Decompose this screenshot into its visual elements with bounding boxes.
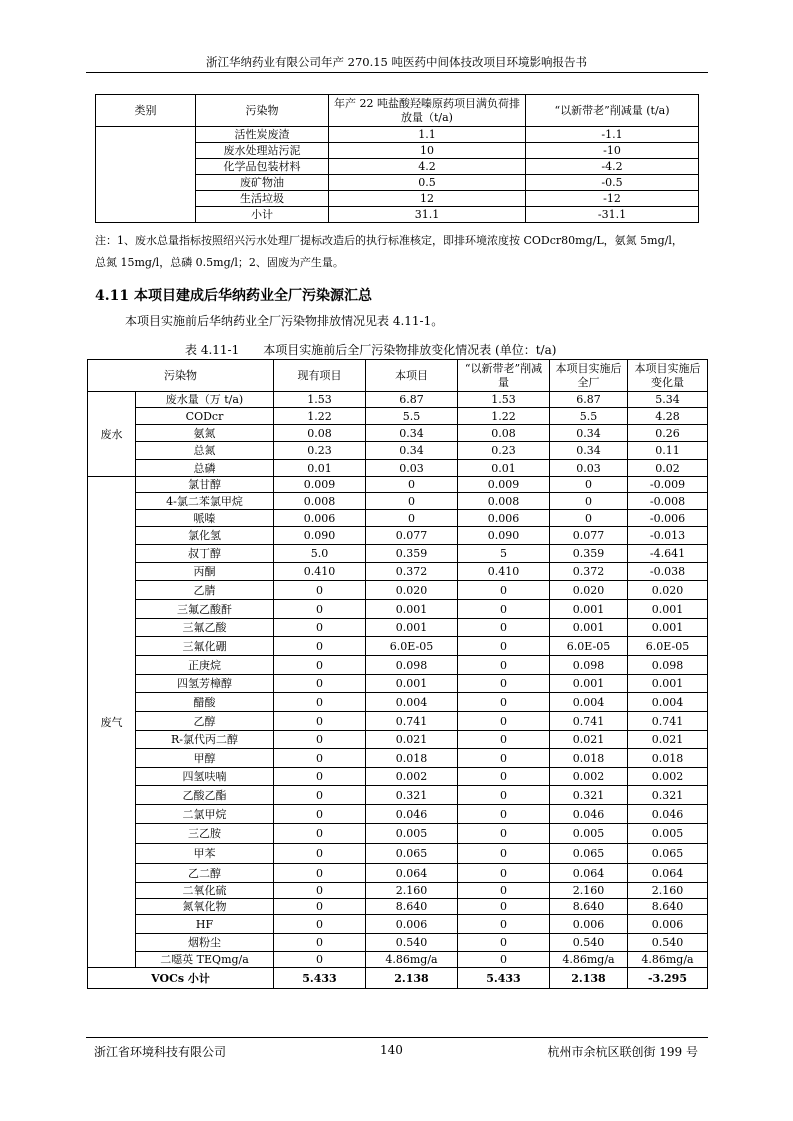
table-row	[88, 731, 708, 749]
t1-pollutant-cell: 活性炭废渣	[196, 127, 329, 143]
t2-reduction-cell: 0	[458, 656, 550, 675]
table-row	[88, 883, 708, 899]
t2-change-cell: 0.046	[628, 805, 708, 824]
t2-header-reduction: “以新带老”削减量	[458, 360, 550, 392]
t1-pollutant-cell: 化学品包装材料	[196, 159, 329, 175]
t2-project-cell: 0.004	[366, 693, 458, 712]
t2-pollutant-cell: R-氯代丙二醇	[136, 731, 274, 749]
footer-company: 浙江省环境科技有限公司	[94, 1045, 227, 1059]
t2-change-cell: 0.098	[628, 656, 708, 675]
t2-project-cell: 0.046	[366, 805, 458, 824]
t2-existing-cell: 0	[274, 844, 366, 864]
t2-reduction-cell: 0	[458, 581, 550, 600]
t2-existing-cell: 0	[274, 693, 366, 712]
t2-after-cell: 4.86mg/a	[550, 952, 628, 968]
t2-existing-cell: 5.0	[274, 545, 366, 563]
t2-reduction-cell: 0.009	[458, 477, 550, 493]
t2-existing-cell: 0.008	[274, 493, 366, 510]
t2-pollutant-cell: 总磷	[136, 460, 274, 477]
t2-header-pollutant: 污染物	[88, 360, 274, 392]
t1-reduction-cell: -10	[526, 143, 699, 159]
section-heading: 4.11 本项目建成后华纳药业全厂污染源汇总	[95, 288, 372, 304]
t2-pollutant-cell: 总氮	[136, 442, 274, 460]
table-row	[88, 392, 708, 408]
t2-reduction-cell: 0.090	[458, 527, 550, 545]
t2-existing-cell: 0.090	[274, 527, 366, 545]
t2-change-cell: 0.005	[628, 824, 708, 844]
t2-change-cell: 0.741	[628, 712, 708, 731]
t1-reduction-cell: -1.1	[526, 127, 699, 143]
t1-pollutant-cell: 废水处理站污泥	[196, 143, 329, 159]
t2-project-cell: 0	[366, 510, 458, 527]
t2-pollutant-cell: HF	[136, 915, 274, 934]
table-note-line2: 总氮 15mg/l，总磷 0.5mg/l；2、固废为产生量。	[95, 256, 344, 269]
t2-project-cell: 6.0E-05	[366, 637, 458, 656]
t2-reduction-cell: 0	[458, 786, 550, 805]
t1-reduction-cell: -31.1	[526, 207, 699, 223]
table-row	[88, 563, 708, 581]
t2-project-cell: 0.002	[366, 768, 458, 786]
t2-existing-cell: 0	[274, 786, 366, 805]
t2-reduction-cell: 0	[458, 864, 550, 883]
table-row	[88, 460, 708, 477]
t2-pollutant-cell: 哌嗪	[136, 510, 274, 527]
t2-reduction-cell: 0	[458, 844, 550, 864]
t2-after-cell: 0.020	[550, 581, 628, 600]
t2-change-cell: 0.321	[628, 786, 708, 805]
t2-change-cell: -0.013	[628, 527, 708, 545]
t2-after-cell: 0.540	[550, 934, 628, 952]
t2-change-cell: 5.34	[628, 392, 708, 408]
t2-project-cell: 0	[366, 493, 458, 510]
t1-category-cell	[96, 127, 196, 223]
t2-after-cell: 0.002	[550, 768, 628, 786]
table-row	[88, 477, 708, 493]
table-row	[88, 545, 708, 563]
table-note-line1: 注：1、废水总量指标按照绍兴污水处理厂提标改造后的执行标准核定，即排环境浓度按 CODcr80mg/L，氨氮 5mg/l，	[95, 234, 683, 247]
t2-reduction-cell: 0	[458, 805, 550, 824]
t2-pollutant-cell: 乙腈	[136, 581, 274, 600]
t2-existing-cell: 0	[274, 883, 366, 899]
t2-reduction-cell: 0	[458, 675, 550, 693]
t2-change-cell: 0.001	[628, 619, 708, 637]
t2-reduction-cell: 0	[458, 712, 550, 731]
t2-existing-cell: 0.410	[274, 563, 366, 581]
t2-after-cell: 0	[550, 477, 628, 493]
t2-project-cell: 0	[366, 477, 458, 493]
t2-pollutant-cell: 四氢芳樟醇	[136, 675, 274, 693]
body-paragraph: 本项目实施前后华纳药业全厂污染物排放情况见表 4.11-1。	[125, 314, 444, 328]
table-row	[88, 934, 708, 952]
t2-reduction-cell: 0	[458, 952, 550, 968]
t1-reduction-cell: -0.5	[526, 175, 699, 191]
t2-after-cell: 0	[550, 493, 628, 510]
t2-total-reduction-cell: 5.433	[458, 968, 550, 989]
t2-reduction-cell: 0	[458, 824, 550, 844]
t1-emission-cell: 1.1	[329, 127, 526, 143]
t2-total-pollutant-cell: VOCs 小计	[88, 968, 274, 989]
t2-reduction-cell: 5	[458, 545, 550, 563]
t2-change-cell: 0.065	[628, 844, 708, 864]
t2-existing-cell: 0	[274, 899, 366, 915]
t2-after-cell: 0.004	[550, 693, 628, 712]
table-row	[88, 656, 708, 675]
t2-project-cell: 0.064	[366, 864, 458, 883]
t2-existing-cell: 0	[274, 581, 366, 600]
t2-project-cell: 0.077	[366, 527, 458, 545]
t2-existing-cell: 0	[274, 934, 366, 952]
t2-change-cell: -0.009	[628, 477, 708, 493]
t2-reduction-cell: 0	[458, 619, 550, 637]
t2-change-cell: 0.021	[628, 731, 708, 749]
t2-existing-cell: 0	[274, 749, 366, 768]
t2-after-cell: 0	[550, 510, 628, 527]
t2-existing-cell: 0	[274, 637, 366, 656]
t1-header-reduction: “以新带老”削减量 (t/a)	[526, 95, 699, 127]
header-rule	[86, 72, 708, 73]
t2-after-cell: 0.077	[550, 527, 628, 545]
table-row	[88, 952, 708, 968]
t2-after-cell: 6.87	[550, 392, 628, 408]
t2-change-cell: 6.0E-05	[628, 637, 708, 656]
t2-change-cell: 4.28	[628, 408, 708, 425]
t2-project-cell: 0.359	[366, 545, 458, 563]
table-row	[88, 442, 708, 460]
t2-after-cell: 0.021	[550, 731, 628, 749]
footer-address: 杭州市余杭区联创街 199 号	[547, 1045, 698, 1059]
t2-project-cell: 6.87	[366, 392, 458, 408]
t2-pollutant-cell: CODcr	[136, 408, 274, 425]
t2-project-cell: 0.006	[366, 915, 458, 934]
footer-page-number: 140	[380, 1043, 403, 1057]
t2-project-cell: 0.005	[366, 824, 458, 844]
t2-pollutant-cell: 氨氮	[136, 425, 274, 442]
t2-existing-cell: 0	[274, 864, 366, 883]
t2-project-cell: 0.001	[366, 675, 458, 693]
t2-after-cell: 8.640	[550, 899, 628, 915]
t2-change-cell: 4.86mg/a	[628, 952, 708, 968]
t2-existing-cell: 0	[274, 675, 366, 693]
t2-change-cell: -0.038	[628, 563, 708, 581]
t2-header-change: 本项目实施后变化量	[628, 360, 708, 392]
t2-after-cell: 0.098	[550, 656, 628, 675]
table-row	[88, 693, 708, 712]
t2-reduction-cell: 0	[458, 915, 550, 934]
t2-existing-cell: 1.53	[274, 392, 366, 408]
solid-waste-table	[95, 94, 699, 223]
t2-total-project-cell: 2.138	[366, 968, 458, 989]
t2-existing-cell: 0	[274, 952, 366, 968]
t2-pollutant-cell: 乙二醇	[136, 864, 274, 883]
t2-after-cell: 0.046	[550, 805, 628, 824]
t2-reduction-cell: 0.410	[458, 563, 550, 581]
t1-emission-cell: 31.1	[329, 207, 526, 223]
t2-reduction-cell: 1.22	[458, 408, 550, 425]
t2-pollutant-cell: 三氟乙酸	[136, 619, 274, 637]
t1-pollutant-cell: 小计	[196, 207, 329, 223]
t2-pollutant-cell: 三氟化硼	[136, 637, 274, 656]
t2-pollutant-cell: 二氧化硫	[136, 883, 274, 899]
table-row	[88, 844, 708, 864]
t2-existing-cell: 0.08	[274, 425, 366, 442]
t2-existing-cell: 0	[274, 768, 366, 786]
t2-reduction-cell: 0	[458, 749, 550, 768]
t2-project-cell: 5.5	[366, 408, 458, 425]
t2-project-cell: 0.03	[366, 460, 458, 477]
table-row	[88, 675, 708, 693]
t2-after-cell: 0.34	[550, 442, 628, 460]
t2-pollutant-cell: 三乙胺	[136, 824, 274, 844]
table-row	[88, 899, 708, 915]
t2-pollutant-cell: 乙醇	[136, 712, 274, 731]
t2-project-cell: 0.540	[366, 934, 458, 952]
table-row	[88, 425, 708, 442]
table-row	[88, 768, 708, 786]
t2-project-cell: 0.741	[366, 712, 458, 731]
t2-pollutant-cell: 四氢呋喃	[136, 768, 274, 786]
page-header: 浙江华纳药业有限公司年产 270.15 吨医药中间体技改项目环境影响报告书	[205, 55, 588, 69]
t2-existing-cell: 0.009	[274, 477, 366, 493]
t2-existing-cell: 0	[274, 712, 366, 731]
t2-reduction-cell: 1.53	[458, 392, 550, 408]
t2-change-cell: -0.006	[628, 510, 708, 527]
t2-after-cell: 0.001	[550, 675, 628, 693]
t2-existing-cell: 0	[274, 656, 366, 675]
t2-reduction-cell: 0.01	[458, 460, 550, 477]
table-row	[88, 510, 708, 527]
t2-change-cell: 0.02	[628, 460, 708, 477]
t2-pollutant-cell: 烟粉尘	[136, 934, 274, 952]
t2-project-cell: 2.160	[366, 883, 458, 899]
t2-existing-cell: 0	[274, 824, 366, 844]
t2-pollutant-cell: 醋酸	[136, 693, 274, 712]
t2-header-project: 本项目	[366, 360, 458, 392]
t2-header-existing: 现有项目	[274, 360, 366, 392]
t2-existing-cell: 0	[274, 600, 366, 619]
table-row	[88, 712, 708, 731]
t2-change-cell: 0.11	[628, 442, 708, 460]
t1-header-emission: 年产 22 吨盐酸羟嗪原药项目满负荷排放量（t/a)	[329, 95, 526, 127]
t2-pollutant-cell: 甲醇	[136, 749, 274, 768]
t2-after-cell: 0.34	[550, 425, 628, 442]
table-row	[88, 786, 708, 805]
t2-pollutant-cell: 正庚烷	[136, 656, 274, 675]
table-row	[88, 619, 708, 637]
t2-after-cell: 0.372	[550, 563, 628, 581]
t2-existing-cell: 1.22	[274, 408, 366, 425]
t2-existing-cell: 0	[274, 915, 366, 934]
table-row	[88, 805, 708, 824]
t2-reduction-cell: 0	[458, 693, 550, 712]
t2-after-cell: 0.064	[550, 864, 628, 883]
table-caption	[185, 341, 580, 358]
t2-pollutant-cell: 氯甘醇	[136, 477, 274, 493]
t2-change-cell: 0.002	[628, 768, 708, 786]
table-row	[88, 864, 708, 883]
t1-pollutant-cell: 生活垃圾	[196, 191, 329, 207]
t2-project-cell: 0.001	[366, 619, 458, 637]
t2-pollutant-cell: 二氯甲烷	[136, 805, 274, 824]
t2-change-cell: -4.641	[628, 545, 708, 563]
t2-after-cell: 0.001	[550, 600, 628, 619]
t2-reduction-cell: 0	[458, 883, 550, 899]
t2-change-cell: 0.001	[628, 600, 708, 619]
table-row	[88, 749, 708, 768]
t2-pollutant-cell: 氮氧化物	[136, 899, 274, 915]
t1-emission-cell: 12	[329, 191, 526, 207]
t2-after-cell: 5.5	[550, 408, 628, 425]
t2-after-cell: 0.359	[550, 545, 628, 563]
table-row	[96, 127, 699, 143]
t2-change-cell: 0.006	[628, 915, 708, 934]
table-row	[88, 581, 708, 600]
t2-change-cell: 0.020	[628, 581, 708, 600]
t2-reduction-cell: 0.006	[458, 510, 550, 527]
t2-after-cell: 6.0E-05	[550, 637, 628, 656]
t2-reduction-cell: 0	[458, 899, 550, 915]
t2-pollutant-cell: 二噁英 TEQmg/a	[136, 952, 274, 968]
t2-change-cell: 0.064	[628, 864, 708, 883]
t2-reduction-cell: 0	[458, 637, 550, 656]
t2-existing-cell: 0.006	[274, 510, 366, 527]
t2-reduction-cell: 0	[458, 731, 550, 749]
t2-change-cell: 0.001	[628, 675, 708, 693]
t2-total-change-cell: -3.295	[628, 968, 708, 989]
t2-project-cell: 8.640	[366, 899, 458, 915]
t2-project-cell: 0.098	[366, 656, 458, 675]
t2-pollutant-cell: 丙酮	[136, 563, 274, 581]
t1-pollutant-cell: 废矿物油	[196, 175, 329, 191]
t1-emission-cell: 4.2	[329, 159, 526, 175]
t2-existing-cell: 0.23	[274, 442, 366, 460]
t1-header-pollutant: 污染物	[196, 95, 329, 127]
t2-change-cell: 0.540	[628, 934, 708, 952]
t2-after-cell: 0.006	[550, 915, 628, 934]
t2-change-cell: 0.004	[628, 693, 708, 712]
t2-after-cell: 0.018	[550, 749, 628, 768]
t2-after-cell: 0.321	[550, 786, 628, 805]
t2-pollutant-cell: 甲苯	[136, 844, 274, 864]
t2-reduction-cell: 0	[458, 934, 550, 952]
table-row	[88, 637, 708, 656]
t2-after-cell: 0.03	[550, 460, 628, 477]
t2-after-cell: 2.160	[550, 883, 628, 899]
t2-project-cell: 0.34	[366, 442, 458, 460]
table-caption-number: 表 4.11-1	[185, 343, 240, 357]
group-label-wastewater: 废水	[88, 392, 136, 477]
t2-reduction-cell: 0	[458, 768, 550, 786]
t2-existing-cell: 0	[274, 731, 366, 749]
t2-after-cell: 0.005	[550, 824, 628, 844]
t2-reduction-cell: 0.008	[458, 493, 550, 510]
t2-total-existing-cell: 5.433	[274, 968, 366, 989]
t2-change-cell: 8.640	[628, 899, 708, 915]
t2-after-cell: 0.001	[550, 619, 628, 637]
t2-header-after: 本项目实施后全厂	[550, 360, 628, 392]
group-label-exhaust-gas: 废气	[88, 477, 136, 968]
footer-rule	[86, 1037, 708, 1038]
t2-project-cell: 0.018	[366, 749, 458, 768]
table-row	[88, 915, 708, 934]
t1-header-category: 类别	[96, 95, 196, 127]
t2-project-cell: 0.065	[366, 844, 458, 864]
t2-existing-cell: 0	[274, 619, 366, 637]
t2-project-cell: 0.372	[366, 563, 458, 581]
t2-pollutant-cell: 4-氯二苯氯甲烷	[136, 493, 274, 510]
t2-project-cell: 0.001	[366, 600, 458, 619]
t1-emission-cell: 10	[329, 143, 526, 159]
t2-project-cell: 0.34	[366, 425, 458, 442]
table-total-row	[88, 968, 708, 989]
table-row	[88, 600, 708, 619]
t2-change-cell: 0.018	[628, 749, 708, 768]
t2-change-cell: -0.008	[628, 493, 708, 510]
t2-pollutant-cell: 氯化氢	[136, 527, 274, 545]
t2-existing-cell: 0	[274, 805, 366, 824]
t2-reduction-cell: 0	[458, 600, 550, 619]
table-row	[88, 408, 708, 425]
t2-pollutant-cell: 三氟乙酸酐	[136, 600, 274, 619]
t2-after-cell: 0.065	[550, 844, 628, 864]
t1-reduction-cell: -4.2	[526, 159, 699, 175]
t2-pollutant-cell: 乙酸乙酯	[136, 786, 274, 805]
t2-pollutant-cell: 叔丁醇	[136, 545, 274, 563]
table-row	[88, 527, 708, 545]
t2-project-cell: 0.321	[366, 786, 458, 805]
t1-reduction-cell: -12	[526, 191, 699, 207]
t2-change-cell: 0.26	[628, 425, 708, 442]
t2-after-cell: 0.741	[550, 712, 628, 731]
t2-project-cell: 0.020	[366, 581, 458, 600]
t2-project-cell: 4.86mg/a	[366, 952, 458, 968]
table-row	[88, 493, 708, 510]
t2-pollutant-cell: 废水量（万 t/a)	[136, 392, 274, 408]
t2-reduction-cell: 0.08	[458, 425, 550, 442]
t1-emission-cell: 0.5	[329, 175, 526, 191]
t2-total-after-cell: 2.138	[550, 968, 628, 989]
t2-existing-cell: 0.01	[274, 460, 366, 477]
t2-change-cell: 2.160	[628, 883, 708, 899]
t2-project-cell: 0.021	[366, 731, 458, 749]
t2-reduction-cell: 0.23	[458, 442, 550, 460]
table-row	[88, 824, 708, 844]
emission-summary-table	[87, 359, 708, 989]
table-caption-title: 本项目实施前后全厂污染物排放变化情况表 (单位：t/a)	[263, 343, 557, 357]
